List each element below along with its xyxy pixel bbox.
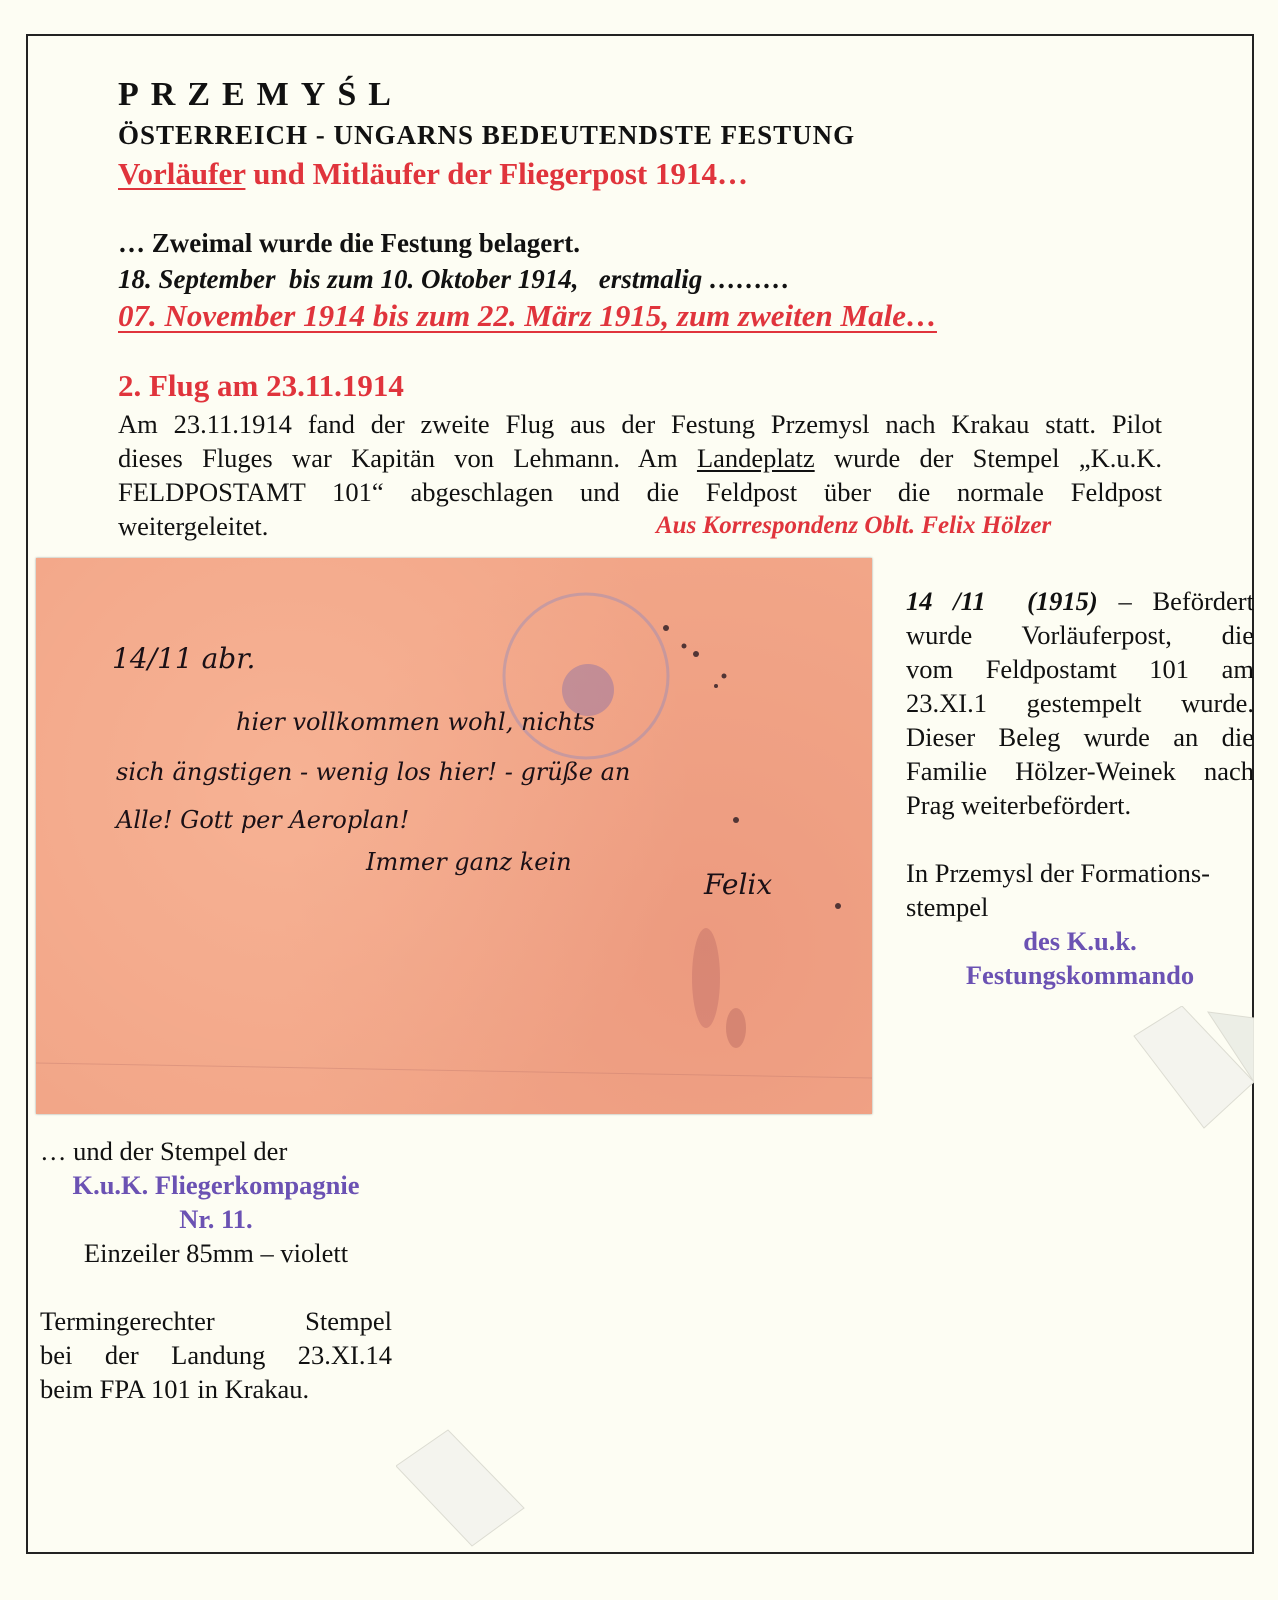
flight-line-4-text: weitergeleitet. — [118, 511, 269, 541]
stamp-hinge-bottom — [396, 1426, 526, 1550]
tagline — [118, 156, 748, 192]
postcard-image — [36, 558, 872, 1114]
handwriting-line-3: sich ängstigen - wenig los hier! - grüße an — [116, 758, 631, 786]
card-edge-line — [36, 1063, 872, 1078]
landeplatz-underlined: Landeplatz — [696, 443, 815, 473]
siege-first: 18. September bis zum 10. Oktober 1914, erstmalig ……… — [118, 264, 791, 294]
tagline-rest: und Mitläufer der Fliegerpost 1914… — [245, 156, 749, 191]
flight-heading: 2. Flug am 23.11.1914 — [118, 368, 404, 403]
handwriting-signature: Felix — [704, 868, 773, 901]
handwriting-line-2: hier vollkommen wohl, nichts — [236, 708, 595, 736]
spacer-left — [40, 1270, 392, 1304]
page-subtitle: ÖSTERREICH - UNGARNS BEDEUTENDSTE FESTUNG — [118, 120, 856, 150]
smudge — [692, 928, 720, 1028]
handwriting-block — [112, 642, 772, 901]
flight-line-4 — [118, 509, 1162, 543]
left-line-1: … und der Stempel der — [40, 1136, 288, 1166]
right-line-5: Dieser Beleg wurde an die — [906, 722, 1254, 752]
right-line-2: wurde Vorläuferpost, die — [906, 620, 1254, 650]
page-title: PRZEMYŚL — [118, 76, 403, 113]
left-line-6: bei der Landung 23.XI.14 — [40, 1340, 392, 1370]
right-line-1-rest: – Befördert — [1097, 586, 1254, 616]
left-line-4: Einzeiler 85mm – violett — [83, 1238, 349, 1268]
right-line-11: Festungskommando — [965, 960, 1195, 990]
flight-line-2 — [118, 441, 1162, 475]
left-line-2: K.u.K. Fliegerkompagnie — [72, 1170, 360, 1200]
left-line-5: Termingerechter Stempel — [40, 1306, 392, 1336]
flight-line-2a: dieses Fluges war Kapitän von Lehmann. Am — [118, 443, 697, 473]
right-column-text — [906, 584, 1254, 992]
tagline-underlined: Vorläufer — [118, 156, 246, 191]
handwriting-line-4: Alle! Gott per Aeroplan! — [116, 806, 410, 834]
siege-intro: … Zweimal wurde die Festung belagert. — [118, 228, 580, 258]
stamp-hinge-right — [1128, 1006, 1254, 1134]
left-column-text — [40, 1134, 392, 1406]
flight-line-1: Am 23.11.1914 fand der zweite Flug aus der Festung Przemysl nach Krakau statt. Pilot — [118, 409, 1162, 439]
handwriting-line-1: 14/11 abr. — [112, 642, 256, 675]
ink-specks — [663, 625, 841, 909]
left-line-7: beim FPA 101 in Krakau. — [40, 1374, 310, 1404]
right-line-9: stempel — [906, 892, 989, 922]
right-line-7: Prag weiterbefördert. — [906, 790, 1132, 820]
flight-line-2b: wurde der Stempel „K.u.K. — [814, 443, 1162, 473]
smudge-2 — [726, 1008, 746, 1048]
right-date: 14 /11 (1915) — [906, 586, 1098, 616]
source-credit: Aus Korrespondenz Oblt. Felix Hölzer — [656, 512, 1052, 539]
left-line-3: Nr. 11. — [179, 1204, 253, 1234]
right-line-6: Familie Hölzer-Weinek nach — [906, 756, 1254, 786]
flight-line-3: FELDPOSTAMT 101“ abgeschlagen und die Feldpost über die normale Feldpost — [118, 477, 1162, 507]
right-line-3: vom Feldpostamt 101 am — [906, 654, 1254, 684]
siege-second: 07. November 1914 bis zum 22. März 1915, zum zweiten Male… — [118, 298, 937, 333]
right-line-8: In Przemysl der Formations- — [906, 858, 1210, 888]
right-line-4: 23.XI.1 gestempelt wurde. — [906, 688, 1254, 718]
handwriting-line-5: Immer ganz kein — [366, 848, 572, 876]
spacer — [906, 822, 1254, 856]
right-line-10: des K.u.k. — [1023, 926, 1137, 956]
flight-paragraph — [118, 407, 1162, 543]
right-line-1 — [906, 584, 1254, 618]
postcard-drawing — [36, 558, 872, 1114]
